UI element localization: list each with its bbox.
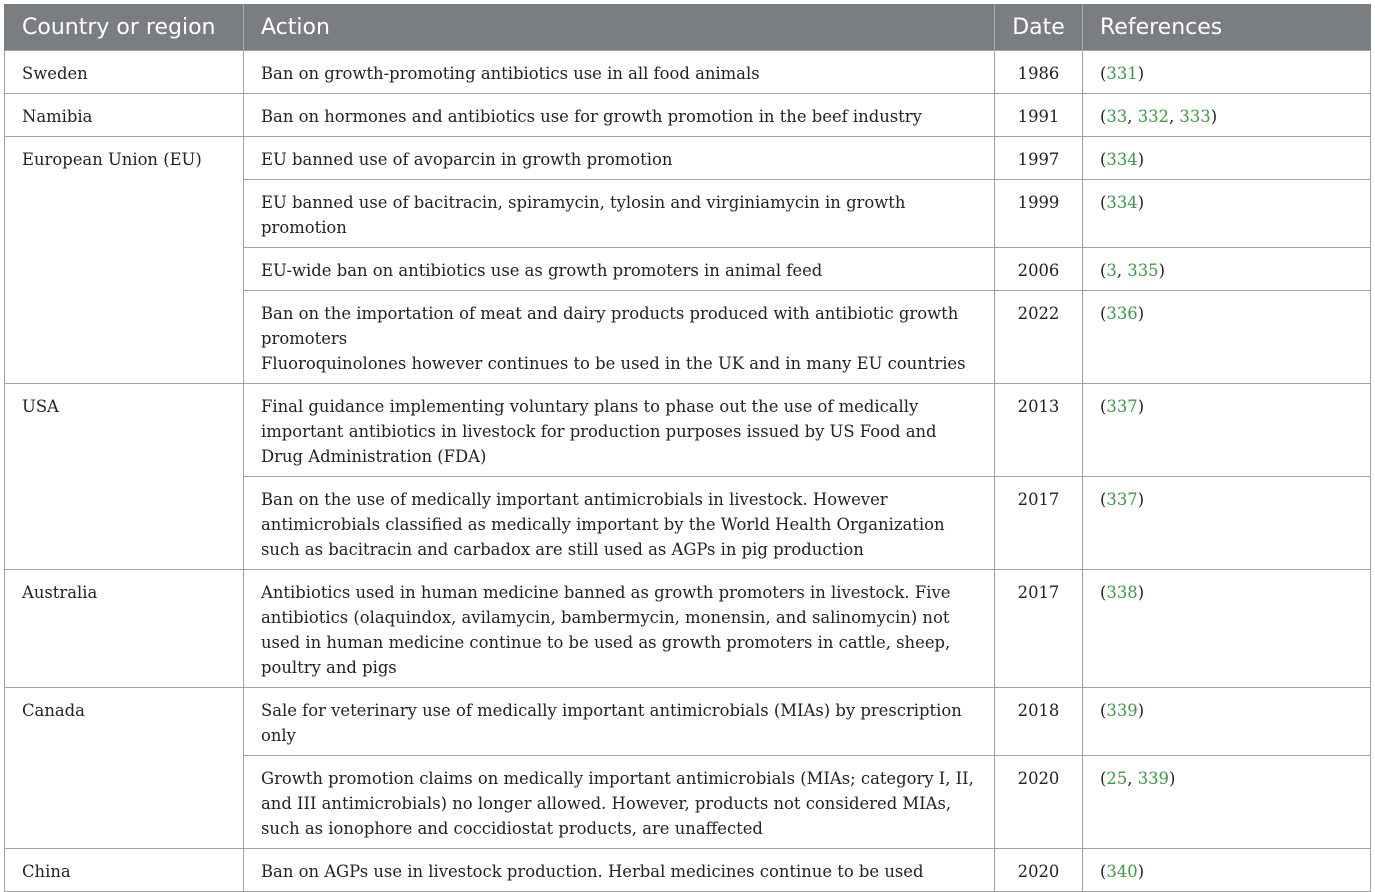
- action-cell: [244, 94, 995, 137]
- date-cell: 2017: [995, 570, 1083, 688]
- reference-link[interactable]: 33: [1106, 107, 1128, 126]
- country-cell: Namibia: [5, 94, 244, 137]
- open-paren: (: [1100, 193, 1107, 212]
- references-cell: [1083, 51, 1371, 94]
- action-cell: [244, 248, 995, 291]
- close-paren: ): [1168, 769, 1176, 788]
- open-paren: (: [1100, 769, 1107, 788]
- references-cell: [1083, 570, 1371, 688]
- action-text: Fluoroquinolones however continues to be used in the UK and in many EU countries: [261, 354, 966, 373]
- reference-link[interactable]: 334: [1106, 193, 1138, 212]
- action-cell: [244, 384, 995, 477]
- references-cell: [1083, 384, 1371, 477]
- reference-link[interactable]: 25: [1106, 769, 1128, 788]
- header-row: [5, 4, 1371, 51]
- header-country: Country or region: [5, 4, 244, 51]
- references-cell: [1083, 180, 1371, 248]
- date-cell: 2020: [995, 756, 1083, 849]
- action-text: Ban on AGPs use in livestock production. Herbal medicines continue to be used: [261, 862, 924, 881]
- ref-separator: ,: [1127, 107, 1138, 126]
- references-cell: [1083, 756, 1371, 849]
- reference-link[interactable]: 337: [1106, 397, 1138, 416]
- date-cell: 2006: [995, 248, 1083, 291]
- country-cell: Canada: [5, 688, 244, 849]
- date-cell: 1999: [995, 180, 1083, 248]
- country-cell: USA: [5, 384, 244, 570]
- action-cell: [244, 756, 995, 849]
- header-date: Date: [995, 4, 1083, 51]
- action-text: Final guidance implementing voluntary plans to phase out the use of medically important antibiotics in livestock for production purposes issued by US Food and Drug Administration (FDA): [261, 397, 937, 466]
- action-text: Ban on growth-promoting antibiotics use in all food animals: [261, 64, 760, 83]
- open-paren: (: [1100, 701, 1107, 720]
- close-paren: ): [1137, 583, 1145, 602]
- ref-separator: ,: [1168, 107, 1180, 126]
- open-paren: (: [1100, 304, 1107, 323]
- open-paren: (: [1100, 150, 1107, 169]
- ref-separator: ,: [1116, 261, 1128, 280]
- table-row: [5, 849, 1371, 892]
- table-container: [4, 4, 1370, 892]
- table-row: [5, 94, 1371, 137]
- close-paren: ): [1137, 862, 1145, 881]
- action-text: EU banned use of bacitracin, spiramycin, tylosin and virginiamycin in growth promotion: [261, 193, 906, 237]
- references-cell: [1083, 291, 1371, 384]
- action-text: Ban on hormones and antibiotics use for growth promotion in the beef industry: [261, 107, 922, 126]
- date-cell: 2018: [995, 688, 1083, 756]
- action-text: EU-wide ban on antibiotics use as growth promoters in animal feed: [261, 261, 823, 280]
- open-paren: (: [1100, 397, 1107, 416]
- antibiotic-ban-table: [4, 4, 1371, 892]
- action-text: Sale for veterinary use of medically important antimicrobials (MIAs) by prescription only: [261, 701, 962, 745]
- table-row: [5, 384, 1371, 477]
- references-cell: [1083, 477, 1371, 570]
- date-cell: 1991: [995, 94, 1083, 137]
- date-cell: 2020: [995, 849, 1083, 892]
- action-text: Growth promotion claims on medically important antimicrobials (MIAs; category I, II, and III antimicrobials) no longer allowed. However, products not considered MIAs, such as ionophore and coccidiostat products, are unaffected: [261, 769, 974, 838]
- close-paren: ): [1137, 304, 1145, 323]
- references-cell: [1083, 137, 1371, 180]
- action-cell: [244, 180, 995, 248]
- header-action: Action: [244, 4, 995, 51]
- date-cell: 2013: [995, 384, 1083, 477]
- reference-link[interactable]: 337: [1106, 490, 1138, 509]
- close-paren: ): [1137, 193, 1145, 212]
- country-cell: Sweden: [5, 51, 244, 94]
- table-row: [5, 137, 1371, 180]
- close-paren: ): [1137, 397, 1145, 416]
- close-paren: ): [1158, 261, 1165, 280]
- date-cell: 2022: [995, 291, 1083, 384]
- reference-link[interactable]: 338: [1106, 583, 1138, 602]
- table-row: [5, 570, 1371, 688]
- action-cell: [244, 477, 995, 570]
- reference-link[interactable]: 331: [1106, 64, 1138, 83]
- close-paren: ): [1137, 701, 1145, 720]
- reference-link[interactable]: 339: [1106, 701, 1138, 720]
- reference-link[interactable]: 334: [1106, 150, 1138, 169]
- country-cell: China: [5, 849, 244, 892]
- action-cell: [244, 137, 995, 180]
- action-text: EU banned use of avoparcin in growth promotion: [261, 150, 673, 169]
- close-paren: ): [1210, 107, 1218, 126]
- action-cell: [244, 291, 995, 384]
- references-cell: [1083, 849, 1371, 892]
- date-cell: 1997: [995, 137, 1083, 180]
- reference-link[interactable]: 3: [1106, 261, 1117, 280]
- date-cell: 1986: [995, 51, 1083, 94]
- table-header: [5, 4, 1371, 51]
- open-paren: (: [1100, 64, 1107, 83]
- date-cell: 2017: [995, 477, 1083, 570]
- action-cell: [244, 51, 995, 94]
- country-cell: Australia: [5, 570, 244, 688]
- table-row: [5, 51, 1371, 94]
- action-cell: [244, 849, 995, 892]
- action-text: Ban on the importation of meat and dairy products produced with antibiotic growth promoters: [261, 304, 959, 348]
- reference-link[interactable]: 335: [1127, 261, 1159, 280]
- close-paren: ): [1137, 490, 1145, 509]
- close-paren: ): [1137, 64, 1145, 83]
- open-paren: (: [1100, 583, 1107, 602]
- reference-link[interactable]: 340: [1106, 862, 1138, 881]
- references-cell: [1083, 94, 1371, 137]
- action-text: Ban on the use of medically important antimicrobials in livestock. However antimicrobials classified as medically important by the World Health Organization such as bacitracin and carbadox are still used as AGPs in pig production: [261, 490, 945, 559]
- reference-link[interactable]: 333: [1179, 107, 1211, 126]
- table-body: [5, 51, 1371, 892]
- open-paren: (: [1100, 490, 1107, 509]
- header-references: References: [1083, 4, 1371, 51]
- references-cell: [1083, 688, 1371, 756]
- open-paren: (: [1100, 862, 1107, 881]
- open-paren: (: [1100, 107, 1107, 126]
- close-paren: ): [1137, 150, 1145, 169]
- references-cell: [1083, 248, 1371, 291]
- reference-link[interactable]: 332: [1137, 107, 1169, 126]
- action-cell: [244, 570, 995, 688]
- action-cell: [244, 688, 995, 756]
- table-row: [5, 688, 1371, 756]
- country-cell: European Union (EU): [5, 137, 244, 384]
- reference-link[interactable]: 339: [1137, 769, 1169, 788]
- reference-link[interactable]: 336: [1106, 304, 1138, 323]
- action-text: Antibiotics used in human medicine banned as growth promoters in livestock. Five antibiotics (olaquindox, avilamycin, bambermycin, monensin, and salinomycin) not used in human medicine continue to be used as growth promoters in cattle, sheep, poultry and pigs: [261, 583, 951, 677]
- ref-separator: ,: [1127, 769, 1138, 788]
- open-paren: (: [1100, 261, 1107, 280]
